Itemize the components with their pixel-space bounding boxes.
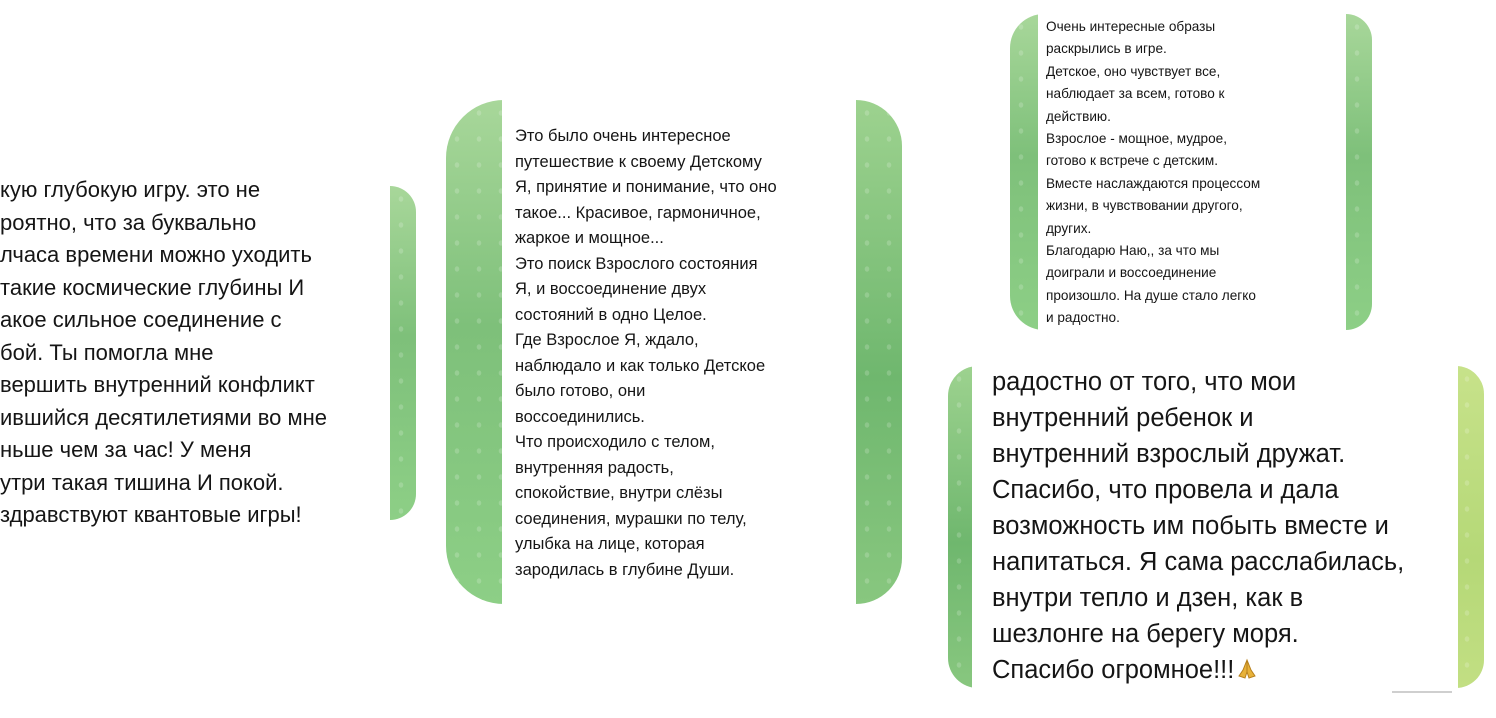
text-line: ньше чем за час! У меня [0, 437, 252, 462]
text-line: Это было очень интересное [515, 127, 731, 145]
text-line: жизни, в чувствовании другого, [1046, 198, 1243, 214]
text-line: было готово, они [515, 382, 646, 400]
text-line: шезлонге на берегу моря. [992, 620, 1299, 648]
text-line: внутренняя радость, [515, 458, 674, 477]
text-line: такие космические глубины И [0, 274, 305, 300]
text-line: Детское, оно чувствует все, [1046, 63, 1221, 79]
text-line: зародилась в глубине Души. [515, 560, 735, 579]
text-line: Вместе наслаждаются процессом [1046, 175, 1261, 191]
text-line: Взрослое - мощное, мудрое, [1046, 131, 1228, 147]
text-line: Где Взрослое Я, ждало, [515, 331, 699, 349]
testimonial-1-text [0, 174, 390, 534]
text-line: других. [1046, 220, 1092, 236]
text-line: Очень интересные образы [1046, 19, 1216, 34]
testimonial-3-text [1038, 14, 1346, 330]
text-line: здравствуют квантовые игры! [0, 502, 302, 527]
text-line [992, 652, 1404, 689]
text-line: соединения, мурашки по телу, [515, 509, 747, 528]
text-line: акое сильное соединение с [0, 307, 282, 332]
text-line: утри такая тишина И покой. [0, 469, 284, 495]
text-line: внутренний ребенок и [992, 404, 1254, 432]
text-line: наблюдало и как только Детское [515, 356, 766, 375]
testimonial-1-side-bar [390, 186, 416, 520]
text-line: радостно от того, что мои [992, 368, 1297, 396]
testimonial-3-right-bar [1346, 14, 1372, 330]
text-line: кую глубокую игру. это не [0, 177, 261, 202]
text-line: жаркое и мощное... [515, 229, 664, 247]
testimonial-2-left-bar [446, 100, 504, 604]
text-line: произошло. На душе стало легко [1046, 287, 1256, 303]
testimonial-2-text [502, 100, 856, 604]
text-line: Что происходило с телом, [515, 433, 715, 451]
text-line: раскрылись в игре. [1046, 41, 1167, 57]
text-line-content: Спасибо огромное!!! [992, 656, 1235, 684]
folded-hands-icon [1236, 653, 1258, 689]
text-line: доиграли и воссоединение [1046, 265, 1217, 281]
text-line: состояний в одно Целое. [515, 305, 707, 324]
testimonial-4-text [972, 362, 1458, 692]
text-line: ившийся десятилетиями во мне [0, 404, 328, 430]
testimonial-2-right-bar [856, 100, 902, 604]
text-line: улыбка на лице, которая [515, 535, 705, 553]
text-line: Благодарю Наю,, за что мы [1046, 243, 1220, 259]
text-line: Спасибо, что провела и дала [992, 476, 1339, 504]
text-line: Я, и воссоединение двух [515, 280, 707, 298]
text-line: вершить внутренний конфликт [0, 372, 315, 397]
text-line: внутри тепло и дзен, как в [992, 584, 1304, 612]
text-line: Я, принятие и понимание, что оно [515, 178, 777, 196]
text-line: внутренний взрослый дружат. [992, 440, 1346, 468]
text-line: бой. Ты помогла мне [0, 339, 214, 365]
timestamp-placeholder [1392, 688, 1452, 694]
text-line: готово к встрече с детским. [1046, 153, 1219, 169]
text-line: напитаться. Я сама расслабилась, [992, 548, 1405, 576]
text-line: роятно, что за буквально [0, 209, 257, 235]
text-line: путешествие к своему Детскому [515, 152, 762, 171]
text-line: наблюдает за всем, готово к [1046, 86, 1225, 102]
text-line: возможность им побыть вместе и [992, 512, 1389, 540]
text-line: и радостно. [1046, 310, 1120, 326]
text-line: лчаса времени можно уходить [0, 242, 312, 267]
testimonial-4-right-bar [1456, 366, 1484, 688]
text-line: Это поиск Взрослого состояния [515, 254, 758, 273]
text-line: действию. [1046, 108, 1111, 124]
text-line: такое... Красивое, гармоничное, [515, 203, 761, 222]
text-line: воссоединились. [515, 407, 645, 426]
text-line: спокойствие, внутри слёзы [515, 484, 723, 502]
